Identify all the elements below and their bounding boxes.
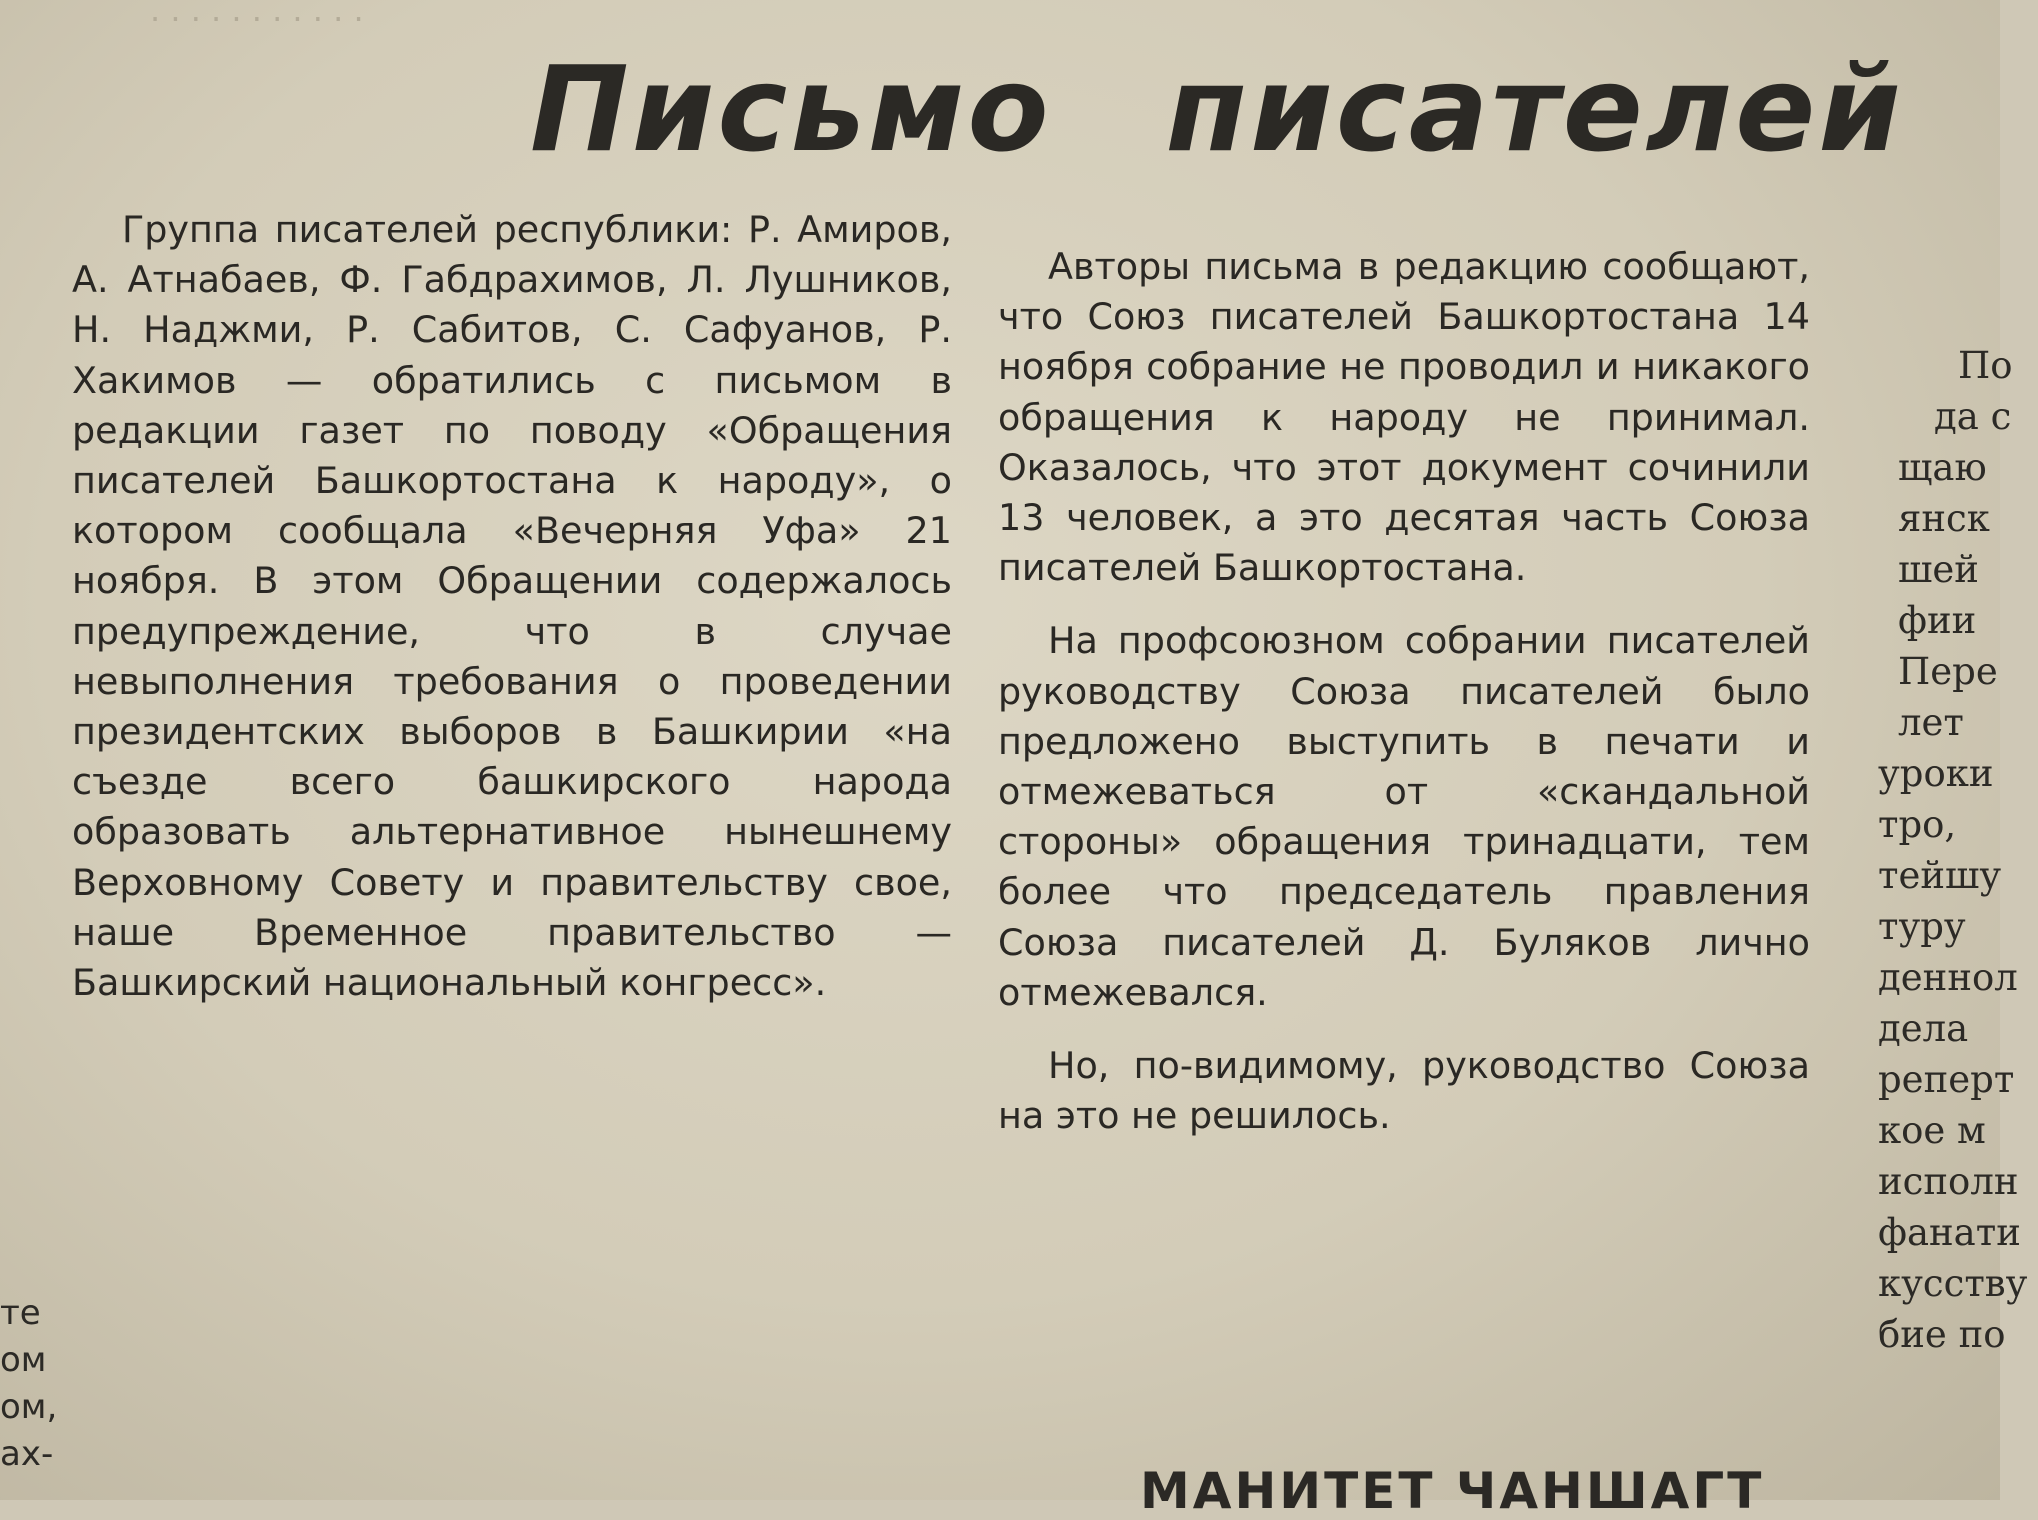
next-article-headline: МАНИТЕТ ЧАНШАГТ (1140, 1462, 1765, 1520)
adjacent-article-fragment (1878, 340, 2038, 1360)
fragment-line: исполн (1878, 1160, 2019, 1203)
fragment-line: тейшу (1878, 854, 2002, 897)
bleed-through-text: · · · · · · · · · · · (150, 0, 364, 38)
fragment-line: те (0, 1293, 41, 1333)
fragment-line: ом (0, 1340, 47, 1380)
fragment-line: деннол (1878, 956, 2018, 999)
paragraph: На профсоюзном собрании писателей руководству Союза писателей было предложено выступить в печати и отмежеваться от «скандальной стороны» обращения тринадцати, тем более что председатель правления Союза писателей Д. Буляков лично отмежевался. (998, 619, 1810, 1014)
paragraph: Но, по-видимому, руководство Союза на это не решилось. (998, 1044, 1810, 1138)
fragment-line: ах- (0, 1434, 54, 1474)
fragment-line: ом, (0, 1387, 58, 1427)
fragment-line: тро, (1878, 803, 1957, 846)
fragment-line: реперт (1878, 1058, 2015, 1101)
previous-article-fragment (0, 1290, 60, 1478)
fragment-line: туру (1878, 905, 1966, 948)
fragment-line: фанати (1878, 1211, 2021, 1254)
article-title: Письмо писателей (530, 40, 1904, 178)
article-column-1 (72, 205, 952, 1008)
fragment-line: бие по (1878, 1313, 2006, 1356)
fragment-line: кусству (1878, 1262, 2028, 1305)
fragment-line: фии (1898, 599, 1977, 642)
paragraph: Группа писателей республики: Р. Амиров, А. Атнабаев, Ф. Габдрахимов, Л. Лушников, Н. Наджми, Р. Сабитов, С. Сафуанов, Р. Хакимов — обратились с письмом в редакции газет по поводу «Обращения писателей Башкортостана к народу», о котором сообщала «Вечерняя Уфа» 21 ноября. В этом Обращении содержалось предупреждение, что в случае невыполнения требования о проведении президентских выборов в Башкирии «на съезде всего башкирского народа образовать альтернативное нынешнему Верховному Совету и правительству свое, наше Временное правительство — Башкирский национальный конгресс». (72, 208, 952, 1005)
fragment-line: дела (1878, 1007, 1969, 1050)
fragment-line: лет (1898, 701, 1964, 744)
paragraph: Авторы письма в редакцию сообщают, что Союз писателей Башкортостана 14 ноября собрание не проводил и никакого обращения к народу не принимал. Оказалось, что этот документ сочинили 13 человек, а это десятая часть Союза писателей Башкортостана. (998, 245, 1810, 590)
fragment-line: По (1958, 344, 2013, 387)
fragment-line: Пере (1898, 650, 1998, 693)
fragment-line: щаю (1898, 446, 1987, 489)
fragment-line: уроки (1878, 752, 1994, 795)
fragment-line: янск (1898, 497, 1990, 540)
fragment-line: шей (1898, 548, 1979, 591)
fragment-line: кое м (1878, 1109, 1986, 1152)
article-column-2 (998, 242, 1810, 1141)
fragment-line: да с (1934, 395, 2012, 438)
